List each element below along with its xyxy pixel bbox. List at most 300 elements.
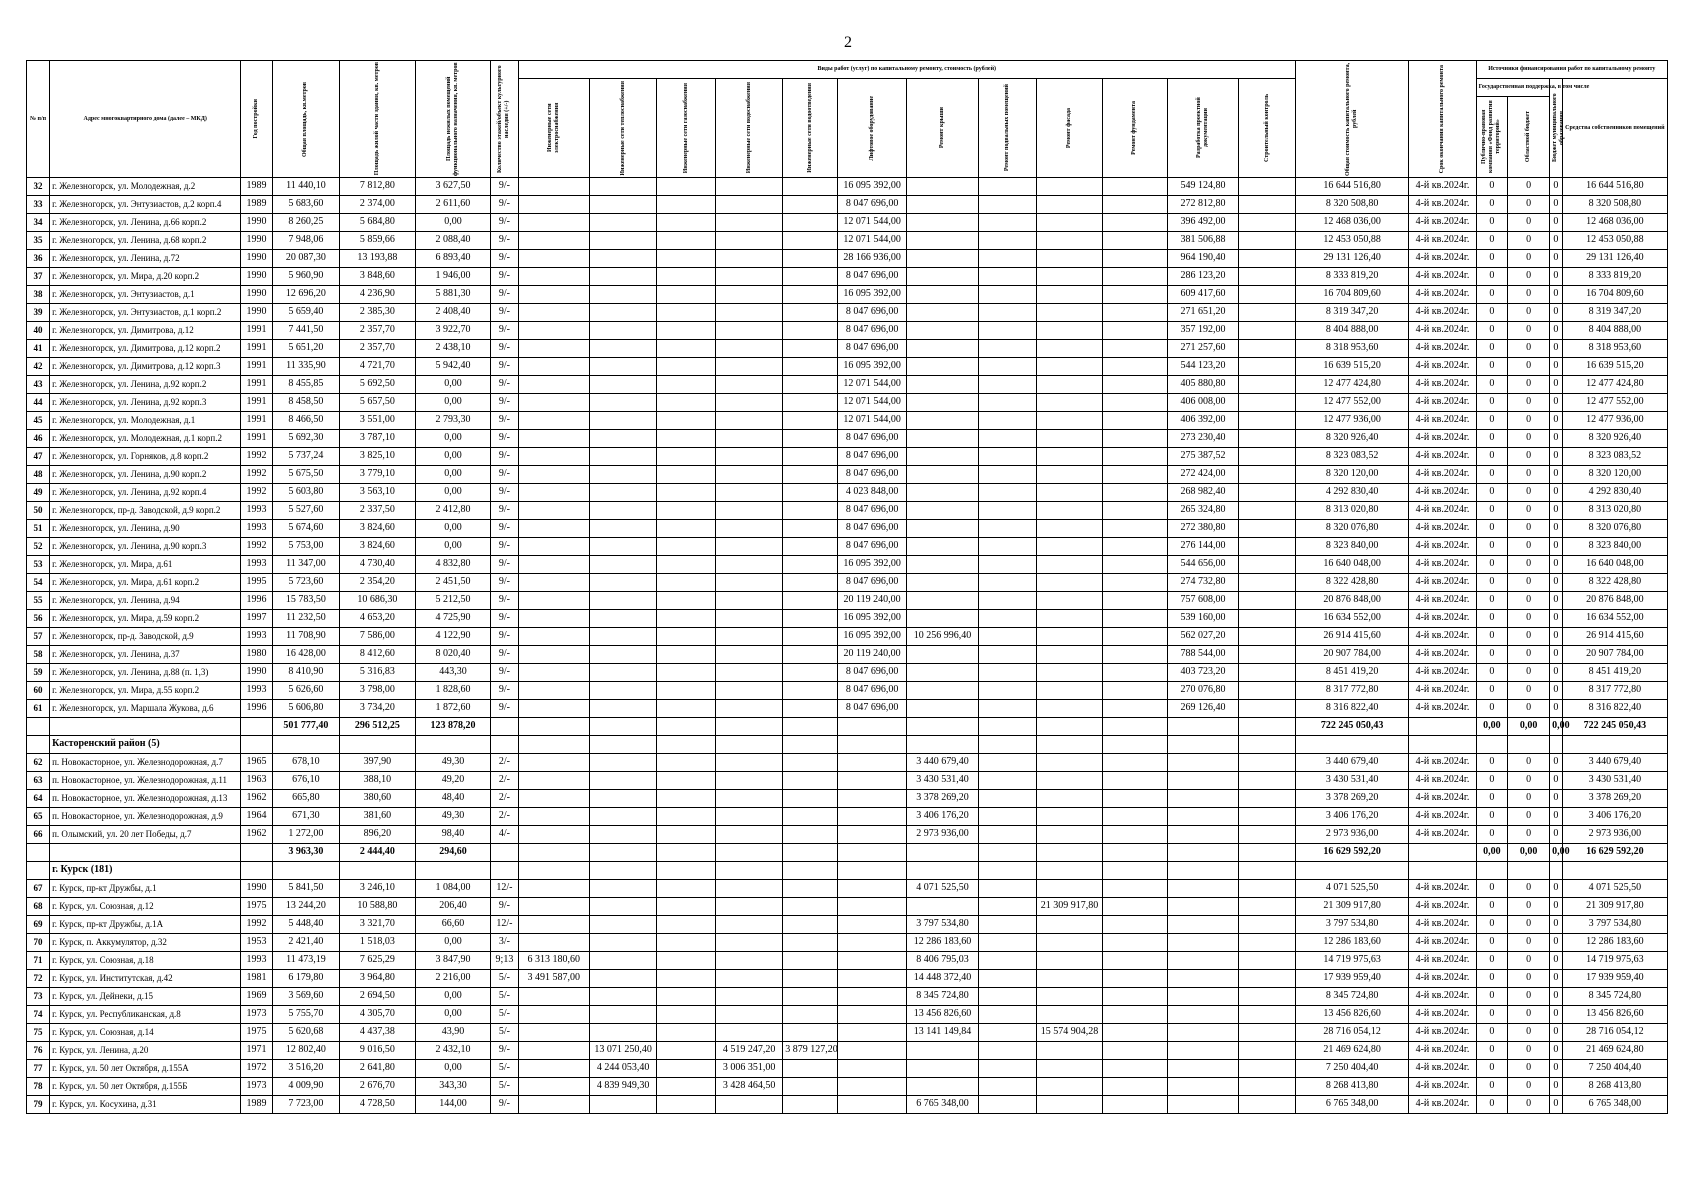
row-work-cost [1102, 502, 1167, 520]
row-work-cost [1167, 1024, 1238, 1042]
row-living-area: 10 686,30 [340, 592, 416, 610]
row-work-cost [518, 394, 589, 412]
row-address: г. Железногорск, пр-д. Заводской, д.9 [50, 628, 241, 646]
row-work-cost [716, 970, 783, 988]
row-work-cost [1102, 772, 1167, 790]
row-total-area: 5 675,50 [272, 466, 339, 484]
row-total-area: 8 410,90 [272, 664, 339, 682]
row-work-cost: 3 879 127,20 [783, 1042, 838, 1060]
row-total-cost: 8 268 413,80 [1295, 1078, 1408, 1096]
row-work-cost [907, 466, 978, 484]
row-work-cost [907, 610, 978, 628]
row-nonres-area: 4 832,80 [415, 556, 491, 574]
row-work-cost [518, 808, 589, 826]
row-work-cost [783, 232, 838, 250]
row-year: 1962 [241, 826, 273, 844]
row-fund-support: 0 [1476, 664, 1508, 682]
row-floors: 2/- [491, 790, 518, 808]
row-work-cost [1239, 502, 1296, 520]
row-work-cost [907, 286, 978, 304]
row-work-cost [716, 358, 783, 376]
table-cell [1239, 844, 1296, 862]
row-work-cost [783, 1096, 838, 1114]
row-work-cost [783, 916, 838, 934]
row-work-cost [590, 232, 657, 250]
row-number: 48 [27, 466, 50, 484]
row-work-cost [657, 826, 716, 844]
row-regional: 0 [1508, 934, 1550, 952]
row-municipal: 0 [1550, 952, 1563, 970]
row-year: 1981 [241, 970, 273, 988]
row-fund-support: 0 [1476, 988, 1508, 1006]
row-total-cost: 7 250 404,40 [1295, 1060, 1408, 1078]
row-municipal: 0 [1550, 1096, 1563, 1114]
row-work-cost [1167, 1060, 1238, 1078]
table-row [27, 178, 1668, 196]
row-municipal: 0 [1550, 412, 1563, 430]
row-work-cost [1037, 214, 1102, 232]
row-regional: 0 [1508, 700, 1550, 718]
row-work-cost [1239, 484, 1296, 502]
row-work-cost [978, 1024, 1037, 1042]
subtotal-fund: 0,00 [1476, 718, 1508, 736]
row-total-cost: 14 719 975,63 [1295, 952, 1408, 970]
row-work-cost: 12 071 544,00 [837, 412, 906, 430]
table-cell [783, 736, 838, 754]
table-cell [1037, 844, 1102, 862]
row-work-cost: 272 424,00 [1167, 466, 1238, 484]
row-fund-support: 0 [1476, 520, 1508, 538]
row-regional: 0 [1508, 574, 1550, 592]
row-fund-support: 0 [1476, 952, 1508, 970]
row-work-cost [716, 304, 783, 322]
row-floors: 9/- [491, 268, 518, 286]
row-work-cost [783, 952, 838, 970]
table-cell [491, 736, 518, 754]
row-number: 75 [27, 1024, 50, 1042]
row-work-cost: 271 257,60 [1167, 340, 1238, 358]
row-total-cost: 4 292 830,40 [1295, 484, 1408, 502]
row-work-cost [1239, 880, 1296, 898]
row-work-cost [907, 250, 978, 268]
row-municipal: 0 [1550, 394, 1563, 412]
row-living-area: 4 236,90 [340, 286, 416, 304]
row-regional: 0 [1508, 808, 1550, 826]
row-number: 33 [27, 196, 50, 214]
row-total-area: 5 659,40 [272, 304, 339, 322]
row-floors: 9/- [491, 430, 518, 448]
row-term: 4-й кв.2024г. [1409, 232, 1476, 250]
row-regional: 0 [1508, 826, 1550, 844]
row-year: 1991 [241, 376, 273, 394]
row-regional: 0 [1508, 952, 1550, 970]
row-total-area: 15 783,50 [272, 592, 339, 610]
row-number: 67 [27, 880, 50, 898]
table-cell [1409, 844, 1476, 862]
row-work-cost [1102, 466, 1167, 484]
header-address: Адрес многоквартирного дома (далее – МКД) [50, 61, 241, 178]
row-living-area: 4 437,38 [340, 1024, 416, 1042]
row-owners: 16 644 516,80 [1562, 178, 1667, 196]
row-regional: 0 [1508, 754, 1550, 772]
row-floors: 9/- [491, 700, 518, 718]
table-cell [1239, 718, 1296, 736]
row-term: 4-й кв.2024г. [1409, 178, 1476, 196]
table-row [27, 934, 1668, 952]
table-row [27, 502, 1668, 520]
row-work-cost [590, 250, 657, 268]
row-work-cost: 16 095 392,00 [837, 286, 906, 304]
row-work-cost [716, 592, 783, 610]
row-work-cost [518, 934, 589, 952]
row-address: г. Железногорск, ул. Молодежная, д.1 [50, 412, 241, 430]
table-row [27, 916, 1668, 934]
row-work-cost [978, 484, 1037, 502]
row-municipal: 0 [1550, 430, 1563, 448]
row-work-cost [518, 520, 589, 538]
row-address: г. Железногорск, ул. Ленина, д.88 (п. 1,3) [50, 664, 241, 682]
row-work-cost [716, 394, 783, 412]
row-work-cost: 28 166 936,00 [837, 250, 906, 268]
row-work-cost: 12 286 183,60 [907, 934, 978, 952]
row-total-cost: 28 716 054,12 [1295, 1024, 1408, 1042]
row-work-cost [657, 376, 716, 394]
table-cell [241, 862, 273, 880]
row-work-cost [1102, 214, 1167, 232]
row-term: 4-й кв.2024г. [1409, 484, 1476, 502]
row-total-area: 7 441,50 [272, 322, 339, 340]
subtotal-total-area: 501 777,40 [272, 718, 339, 736]
row-work-cost [1239, 556, 1296, 574]
row-work-cost [657, 988, 716, 1006]
table-cell [716, 736, 783, 754]
row-nonres-area: 2 412,80 [415, 502, 491, 520]
row-number: 50 [27, 502, 50, 520]
row-work-cost: 8 047 696,00 [837, 340, 906, 358]
row-work-cost [518, 610, 589, 628]
row-regional: 0 [1508, 1024, 1550, 1042]
row-municipal: 0 [1550, 250, 1563, 268]
table-row [27, 988, 1668, 1006]
row-work-cost [783, 484, 838, 502]
row-owners: 21 469 624,80 [1562, 1042, 1667, 1060]
row-work-cost [518, 484, 589, 502]
row-work-cost: 4 839 949,30 [590, 1078, 657, 1096]
row-floors: 9/- [491, 520, 518, 538]
row-floors: 9/- [491, 628, 518, 646]
row-number: 60 [27, 682, 50, 700]
subtotal-owners: 16 629 592,20 [1562, 844, 1667, 862]
row-work-cost [657, 898, 716, 916]
row-work-cost: 6 765 348,00 [907, 1096, 978, 1114]
row-regional: 0 [1508, 592, 1550, 610]
row-work-cost [783, 754, 838, 772]
table-cell [518, 844, 589, 862]
row-municipal: 0 [1550, 772, 1563, 790]
table-row [27, 1006, 1668, 1024]
table-cell [590, 718, 657, 736]
row-work-cost [783, 376, 838, 394]
row-work-cost: 272 380,80 [1167, 520, 1238, 538]
row-work-cost: 8 406 795,03 [907, 952, 978, 970]
row-work-cost [837, 988, 906, 1006]
row-regional: 0 [1508, 502, 1550, 520]
row-total-area: 8 260,25 [272, 214, 339, 232]
row-municipal: 0 [1550, 232, 1563, 250]
row-address: г. Железногорск, ул. Энтузиастов, д.1 корп.2 [50, 304, 241, 322]
row-work-cost [518, 664, 589, 682]
row-year: 1993 [241, 520, 273, 538]
row-fund-support: 0 [1476, 880, 1508, 898]
row-work-cost [1102, 970, 1167, 988]
row-work-cost: 406 392,00 [1167, 412, 1238, 430]
row-work-cost [518, 898, 589, 916]
row-work-cost [657, 970, 716, 988]
row-owners: 17 939 959,40 [1562, 970, 1667, 988]
row-living-area: 7 586,00 [340, 628, 416, 646]
row-work-cost [1037, 1006, 1102, 1024]
row-floors: 9/- [491, 538, 518, 556]
row-work-cost [837, 1096, 906, 1114]
row-work-cost: 381 506,88 [1167, 232, 1238, 250]
row-fund-support: 0 [1476, 826, 1508, 844]
row-work-cost [1239, 358, 1296, 376]
row-living-area: 3 321,70 [340, 916, 416, 934]
row-work-cost [518, 358, 589, 376]
row-owners: 8 316 822,40 [1562, 700, 1667, 718]
row-number: 45 [27, 412, 50, 430]
row-year: 1992 [241, 538, 273, 556]
row-work-cost [1239, 376, 1296, 394]
row-year: 1996 [241, 700, 273, 718]
row-fund-support: 0 [1476, 1096, 1508, 1114]
row-owners: 8 313 020,80 [1562, 502, 1667, 520]
row-work-cost [518, 304, 589, 322]
row-number: 71 [27, 952, 50, 970]
row-owners: 3 797 534,80 [1562, 916, 1667, 934]
page-number: 2 [844, 34, 852, 51]
row-nonres-area: 2 611,60 [415, 196, 491, 214]
row-work-cost [837, 898, 906, 916]
row-address: г. Железногорск, ул. Молодежная, д.2 [50, 178, 241, 196]
row-address: г. Железногорск, ул. Мира, д.61 корп.2 [50, 574, 241, 592]
row-year: 1990 [241, 880, 273, 898]
row-living-area: 2 337,50 [340, 502, 416, 520]
table-cell [907, 862, 978, 880]
row-work-cost [590, 574, 657, 592]
row-term: 4-й кв.2024г. [1409, 1042, 1476, 1060]
row-address: г. Курск, пр-кт Дружбы, д.1А [50, 916, 241, 934]
row-number: 42 [27, 358, 50, 376]
row-work-cost [518, 322, 589, 340]
row-nonres-area: 3 847,90 [415, 952, 491, 970]
row-living-area: 5 859,66 [340, 232, 416, 250]
row-address: г. Железногорск, ул. Ленина, д.72 [50, 250, 241, 268]
row-nonres-area: 0,00 [415, 376, 491, 394]
row-nonres-area: 49,30 [415, 754, 491, 772]
row-floors: 9/- [491, 556, 518, 574]
table-cell [657, 862, 716, 880]
row-work-cost [1037, 268, 1102, 286]
subtotal-regional: 0,00 [1508, 844, 1550, 862]
row-work-cost [1102, 1006, 1167, 1024]
row-living-area: 2 374,00 [340, 196, 416, 214]
row-work-cost [907, 1042, 978, 1060]
table-cell [415, 862, 491, 880]
row-work-cost [907, 358, 978, 376]
row-work-cost [590, 394, 657, 412]
row-fund-support: 0 [1476, 430, 1508, 448]
row-work-cost [518, 574, 589, 592]
row-work-cost [1102, 1060, 1167, 1078]
subtotal-total-cost: 722 245 050,43 [1295, 718, 1408, 736]
row-work-cost [907, 232, 978, 250]
row-work-cost [657, 214, 716, 232]
row-nonres-area: 5 942,40 [415, 358, 491, 376]
row-total-cost: 3 430 531,40 [1295, 772, 1408, 790]
row-year: 1991 [241, 430, 273, 448]
row-work-cost [1037, 1060, 1102, 1078]
row-total-cost: 8 317 772,80 [1295, 682, 1408, 700]
row-fund-support: 0 [1476, 178, 1508, 196]
row-owners: 8 404 888,00 [1562, 322, 1667, 340]
row-municipal: 0 [1550, 322, 1563, 340]
row-regional: 0 [1508, 448, 1550, 466]
row-work-cost [657, 322, 716, 340]
row-work-cost [1239, 610, 1296, 628]
table-cell [518, 862, 589, 880]
row-work-cost [1239, 772, 1296, 790]
row-work-cost [1102, 610, 1167, 628]
row-work-cost: 10 256 996,40 [907, 628, 978, 646]
row-work-cost: 12 071 544,00 [837, 394, 906, 412]
table-row [27, 448, 1668, 466]
table-row [27, 394, 1668, 412]
row-term: 4-й кв.2024г. [1409, 682, 1476, 700]
row-work-cost [907, 412, 978, 430]
row-work-cost [716, 808, 783, 826]
row-work-cost [1102, 268, 1167, 286]
row-fund-support: 0 [1476, 196, 1508, 214]
row-address: г. Курск, ул. Дейнеки, д.15 [50, 988, 241, 1006]
row-work-cost [590, 664, 657, 682]
header-work: Инженерные сети водоснабжения [716, 79, 783, 178]
row-work-cost [1102, 808, 1167, 826]
row-work-cost [1037, 322, 1102, 340]
row-work-cost: 3 491 587,00 [518, 970, 589, 988]
table-row [27, 232, 1668, 250]
row-work-cost [657, 250, 716, 268]
table-cell [241, 718, 273, 736]
row-floors: 12/- [491, 916, 518, 934]
row-total-area: 11 347,00 [272, 556, 339, 574]
row-fund-support: 0 [1476, 484, 1508, 502]
row-work-cost [657, 466, 716, 484]
row-floors: 9/- [491, 646, 518, 664]
row-fund-support: 0 [1476, 628, 1508, 646]
table-header [27, 61, 1668, 178]
row-address: г. Железногорск, ул. Ленина, д.92 корп.2 [50, 376, 241, 394]
row-work-cost: 406 008,00 [1167, 394, 1238, 412]
subtotal-row [27, 844, 1668, 862]
row-term: 4-й кв.2024г. [1409, 628, 1476, 646]
row-total-cost: 2 973 936,00 [1295, 826, 1408, 844]
table-cell [590, 736, 657, 754]
row-work-cost [978, 1060, 1037, 1078]
table-cell [1167, 736, 1238, 754]
row-fund-support: 0 [1476, 556, 1508, 574]
row-total-cost: 21 469 624,80 [1295, 1042, 1408, 1060]
row-work-cost [1037, 988, 1102, 1006]
row-work-cost [783, 286, 838, 304]
row-work-cost [518, 340, 589, 358]
row-fund-support: 0 [1476, 1042, 1508, 1060]
row-work-cost: 964 190,40 [1167, 250, 1238, 268]
row-work-cost [837, 826, 906, 844]
table-cell [241, 844, 273, 862]
row-work-cost [716, 340, 783, 358]
row-work-cost [837, 916, 906, 934]
row-owners: 16 640 048,00 [1562, 556, 1667, 574]
row-work-cost: 8 047 696,00 [837, 520, 906, 538]
row-work-cost [1037, 304, 1102, 322]
row-work-cost [1037, 916, 1102, 934]
subtotal-municipal: 0,00 [1550, 718, 1563, 736]
table-cell [1037, 718, 1102, 736]
row-term: 4-й кв.2024г. [1409, 1006, 1476, 1024]
row-nonres-area: 0,00 [415, 520, 491, 538]
row-work-cost [1037, 484, 1102, 502]
table-cell [1562, 862, 1667, 880]
row-year: 1989 [241, 196, 273, 214]
row-total-area: 671,30 [272, 808, 339, 826]
row-owners: 16 639 515,20 [1562, 358, 1667, 376]
row-municipal: 0 [1550, 646, 1563, 664]
row-owners: 20 876 848,00 [1562, 592, 1667, 610]
header-work: Ремонт крыши [907, 79, 978, 178]
row-total-area: 11 440,10 [272, 178, 339, 196]
row-living-area: 3 798,00 [340, 682, 416, 700]
row-work-cost [1239, 574, 1296, 592]
row-work-cost [783, 250, 838, 268]
row-work-cost [978, 304, 1037, 322]
header-living-area: Площадь жилой части здания, кв. метров [340, 61, 416, 178]
row-work-cost [783, 214, 838, 232]
row-total-area: 5 737,24 [272, 448, 339, 466]
row-work-cost [837, 1042, 906, 1060]
row-address: г. Железногорск, ул. Маршала Жукова, д.6 [50, 700, 241, 718]
row-work-cost [1239, 700, 1296, 718]
row-regional: 0 [1508, 538, 1550, 556]
row-owners: 8 317 772,80 [1562, 682, 1667, 700]
table-row [27, 700, 1668, 718]
row-work-cost [783, 1006, 838, 1024]
row-address: г. Железногорск, ул. Горняков, д.8 корп.2 [50, 448, 241, 466]
row-owners: 3 440 679,40 [1562, 754, 1667, 772]
row-total-area: 676,10 [272, 772, 339, 790]
row-term: 4-й кв.2024г. [1409, 340, 1476, 358]
row-year: 1990 [241, 286, 273, 304]
row-work-cost [657, 592, 716, 610]
capital-repair-table [26, 60, 1668, 1114]
row-work-cost [783, 466, 838, 484]
row-work-cost [657, 790, 716, 808]
row-work-cost: 539 160,00 [1167, 610, 1238, 628]
row-work-cost [1037, 808, 1102, 826]
row-nonres-area: 0,00 [415, 1060, 491, 1078]
row-municipal: 0 [1550, 1078, 1563, 1096]
table-cell [837, 736, 906, 754]
